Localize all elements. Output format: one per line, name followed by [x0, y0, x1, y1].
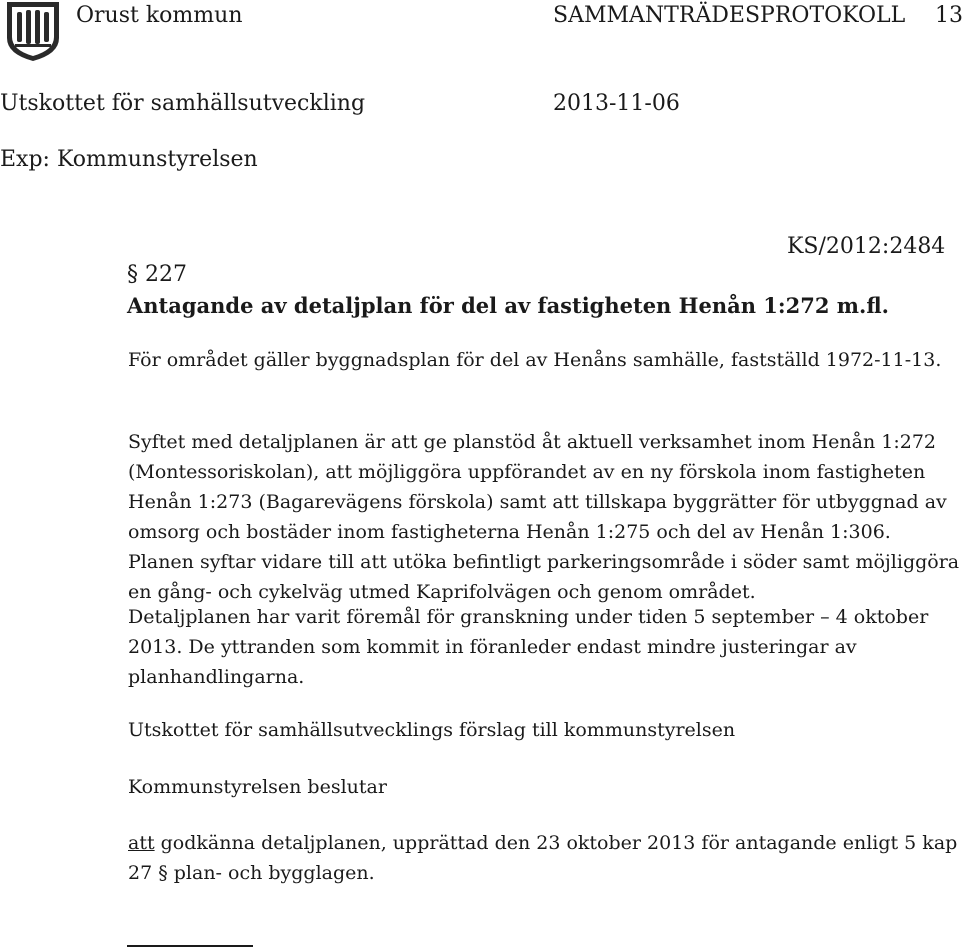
paragraph-plan-status	[128, 345, 958, 375]
decision-line-2	[128, 858, 958, 888]
section-title: Antagande av detaljplan för del av fastigheten Henån 1:272 m.fl.	[127, 293, 889, 318]
section-mark: §	[158, 862, 168, 884]
text-line: planhandlingarna.	[128, 666, 305, 688]
committee-name: Utskottet för samhällsutveckling	[0, 91, 366, 116]
text-line: Henån 1:273 (Bagarevägens förskola) samt att tillskapa byggrätter för utbyggnad av	[128, 491, 947, 513]
expedition-line: Exp: Kommunstyrelsen	[0, 147, 258, 172]
text-line: Syftet med detaljplanen är att ge planstöd åt aktuell verksamhet inom Henån 1:272	[128, 431, 937, 453]
text-line: 2013. De yttranden som kommit in föranleder endast mindre justeringar av	[128, 636, 857, 658]
section-number	[127, 262, 187, 287]
text-line: Detaljplanen har varit föremål för granskning under tiden 5 september – 4 oktober	[128, 606, 929, 628]
protocol-label: SAMMANTRÄDESPROTOKOLL	[553, 3, 906, 28]
section-mark: §	[127, 262, 138, 287]
paragraph-decides	[128, 772, 958, 802]
att-keyword: att	[128, 832, 155, 854]
municipal-coat-of-arms-icon	[4, 0, 62, 62]
text-line: omsorg och bostäder inom fastigheterna Henån 1:275 och del av Henån 1:306.	[128, 521, 891, 543]
paragraph-review	[128, 602, 958, 692]
paragraph-purpose	[128, 427, 958, 607]
text-line: För området gäller byggnadsplan för del av Henåns samhälle, fastställd 1972-11-13.	[128, 349, 942, 371]
paragraph-proposal	[128, 715, 958, 745]
text-line: Kommunstyrelsen beslutar	[128, 776, 387, 798]
decision-text: 27	[128, 862, 159, 884]
meeting-date: 2013-11-06	[553, 91, 680, 116]
decision-line-1	[128, 828, 958, 858]
text-line: (Montessoriskolan), att möjliggöra uppförandet av en ny förskola inom fastigheten	[128, 461, 926, 483]
page-number: 13	[935, 3, 963, 28]
case-number: KS/2012:2484	[787, 234, 946, 259]
section-number-value: 227	[145, 262, 187, 287]
decision-text: plan- och bygglagen.	[167, 862, 375, 884]
paragraph-decision	[128, 828, 958, 888]
text-line: en gång- och cykelväg utmed Kaprifolvägen och genom området.	[128, 581, 756, 603]
text-line: Planen syftar vidare till att utöka befintligt parkeringsområde i söder samt möjliggöra	[128, 551, 960, 573]
signature-rule	[127, 945, 253, 947]
text-line: Utskottet för samhällsutvecklings förslag till kommunstyrelsen	[128, 719, 736, 741]
decision-text: godkänna detaljplanen, upprättad den 23 oktober 2013 för antagande enligt 5 kap	[154, 832, 958, 854]
organization-name: Orust kommun	[76, 3, 243, 28]
